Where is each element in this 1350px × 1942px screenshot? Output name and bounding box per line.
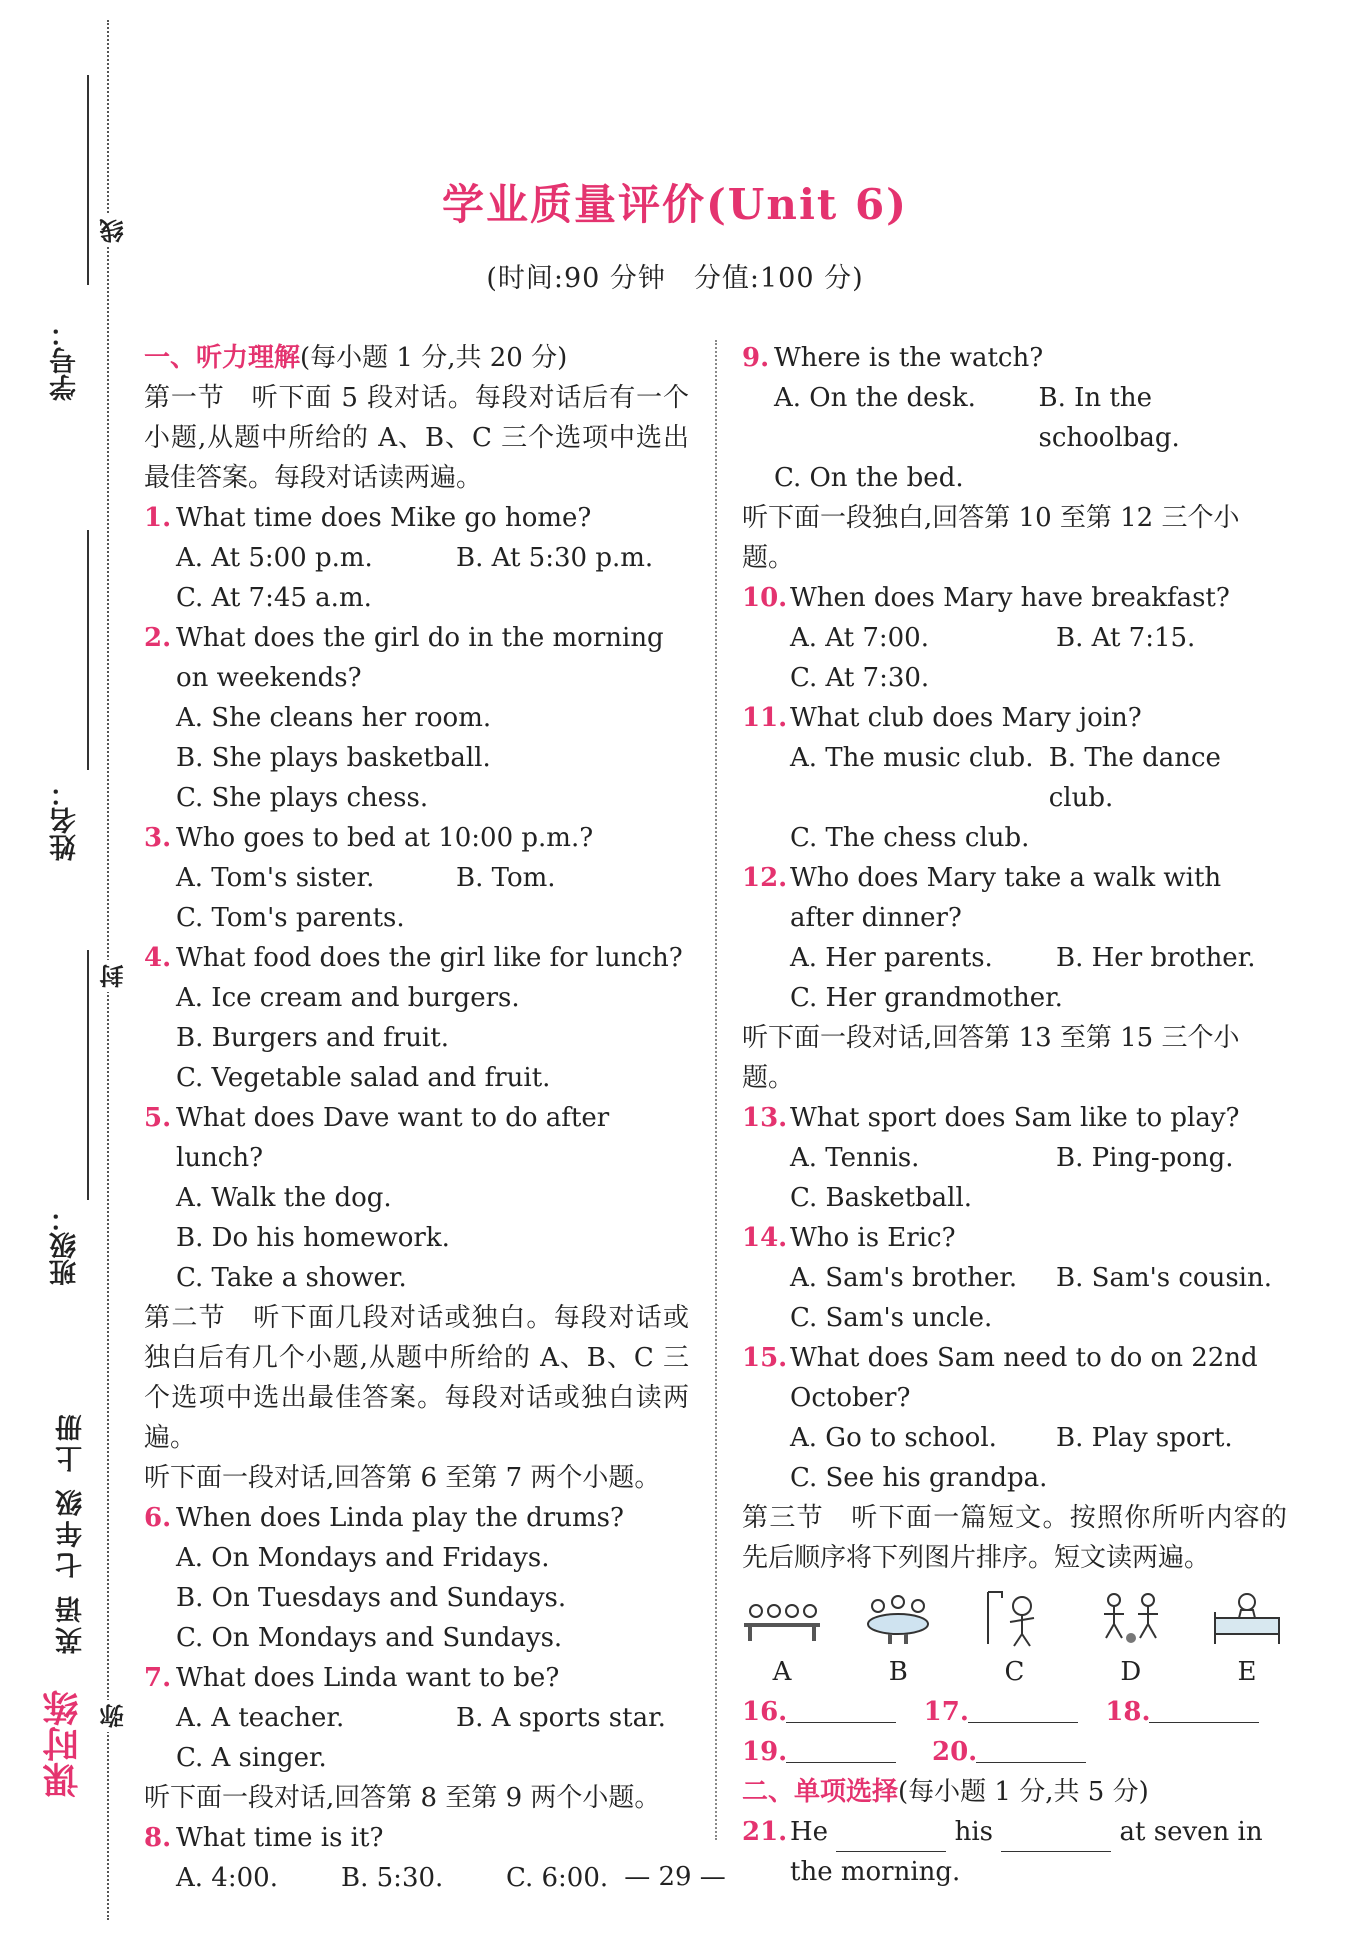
picture-label-a: A xyxy=(772,1657,792,1687)
part1-heading: 一、听力理解(每小题 1 分,共 20 分) xyxy=(144,343,568,373)
question-15: 15. What does Sam need to do on 22nd October? xyxy=(742,1343,1258,1413)
option-6c: C. On Mondays and Sundays. xyxy=(176,1623,563,1653)
picture-a-classroom-icon xyxy=(742,1586,822,1650)
question-2: 2. What does the girl do in the morning on weekends? xyxy=(144,623,664,693)
question-12: 12. Who does Mary take a walk with after dinner? xyxy=(742,863,1222,933)
option-4b: B. Burgers and fruit. xyxy=(176,1023,449,1053)
picture-label-b: B xyxy=(888,1657,908,1687)
blank-19[interactable]: 19. xyxy=(742,1732,932,1772)
page-title: 学业质量评价(Unit 6) xyxy=(441,180,909,229)
question-5: 5. What does Dave want to do after lunch? xyxy=(144,1103,610,1173)
seal-mark-2: 弥 xyxy=(96,1700,131,1732)
picture-e-boy-in-bed-icon xyxy=(1207,1586,1287,1650)
picture-c-boy-shower-icon xyxy=(975,1586,1055,1650)
option-2b: B. She plays basketball. xyxy=(176,743,491,773)
option-13c: C. Basketball. xyxy=(790,1183,973,1213)
blank-18[interactable]: 18. xyxy=(1105,1692,1287,1732)
options-1: A. At 5:00 p.m. B. At 5:30 p.m. xyxy=(176,543,654,573)
answer-blanks-row-2 xyxy=(742,1732,1287,1772)
picture-d-kids-playing-ball-icon xyxy=(1091,1586,1171,1650)
option-14c: C. Sam's uncle. xyxy=(790,1303,993,1333)
option-4a: A. Ice cream and burgers. xyxy=(176,983,520,1013)
question-9: 9. Where is the watch? xyxy=(742,343,1044,373)
instruction-10-12: 听下面一段独白,回答第 10 至第 12 三个小题。 xyxy=(742,503,1240,573)
options-13: A. Tennis. B. Ping-pong. xyxy=(790,1143,1234,1173)
question-8: 8. What time is it? xyxy=(144,1823,384,1853)
option-6b: B. On Tuesdays and Sundays. xyxy=(176,1583,567,1613)
option-15c: C. See his grandpa. xyxy=(790,1463,1048,1493)
option-6a: A. On Mondays and Fridays. xyxy=(176,1543,550,1573)
brand-logo: 课时练 xyxy=(43,1690,84,1798)
options-3: A. Tom's sister. B. Tom. xyxy=(176,863,556,893)
blank-16[interactable]: 16. xyxy=(742,1692,924,1732)
book-info: 英语 七年级 上册 xyxy=(56,1410,87,1654)
column-divider xyxy=(715,340,717,1840)
left-column xyxy=(144,338,689,1898)
option-3c: C. Tom's parents. xyxy=(176,903,405,933)
student-id-label: 学号： xyxy=(50,320,81,401)
option-5b: B. Do his homework. xyxy=(176,1223,450,1253)
options-10: A. At 7:00. B. At 7:15. xyxy=(790,623,1196,653)
option-2a: A. She cleans her room. xyxy=(176,703,492,733)
class-label: 班级： xyxy=(50,1205,81,1286)
line-mark: 线 xyxy=(96,215,131,247)
question-1: 1. What time does Mike go home? xyxy=(144,503,592,533)
name-line xyxy=(87,530,89,770)
blank-20[interactable]: 20. xyxy=(932,1732,1122,1772)
class-line xyxy=(87,950,89,1200)
name-label: 姓名： xyxy=(50,780,81,861)
picture-b-dinner-table-icon xyxy=(858,1586,938,1650)
options-7: A. A teacher. B. A sports star. xyxy=(176,1703,666,1733)
option-11c: C. The chess club. xyxy=(790,823,1030,853)
option-5c: C. Take a shower. xyxy=(176,1263,407,1293)
option-5a: A. Walk the dog. xyxy=(176,1183,392,1213)
blank-21-1[interactable] xyxy=(836,1823,946,1852)
section2-instructions: 第二节 听下面几段对话或独白。每段对话或独白后有几个小题,从题中所给的 A、B、C 三个选项中选出最佳答案。每段对话或独白读两遍。 xyxy=(144,1303,689,1453)
picture-row xyxy=(742,1586,1287,1652)
picture-label-e: E xyxy=(1237,1657,1257,1687)
question-4: 4. What food does the girl like for lunch? xyxy=(144,943,683,973)
option-4c: C. Vegetable salad and fruit. xyxy=(176,1063,551,1093)
question-3: 3. Who goes to bed at 10:00 p.m.? xyxy=(144,823,594,853)
answer-blanks-row-1 xyxy=(742,1692,1287,1732)
right-column xyxy=(742,338,1287,1892)
option-1c: C. At 7:45 a.m. xyxy=(176,583,372,613)
section1-instructions: 第一节 听下面 5 段对话。每段对话后有一个小题,从题中所给的 A、B、C 三个选项中选出最佳答案。每段对话读两遍。 xyxy=(144,383,689,493)
picture-labels xyxy=(742,1652,1287,1692)
question-10: 10. When does Mary have breakfast? xyxy=(742,583,1230,613)
option-9c: C. On the bed. xyxy=(774,463,964,493)
option-7c: C. A singer. xyxy=(176,1743,327,1773)
options-15: A. Go to school. B. Play sport. xyxy=(790,1423,1233,1453)
blank-17[interactable]: 17. xyxy=(924,1692,1106,1732)
picture-label-c: C xyxy=(1004,1657,1025,1687)
option-10c: C. At 7:30. xyxy=(790,663,930,693)
question-7: 7. What does Linda want to be? xyxy=(144,1663,560,1693)
question-11: 11. What club does Mary join? xyxy=(742,703,1142,733)
section3-instructions: 第三节 听下面一篇短文。按照你所听内容的先后顺序将下列图片排序。短文读两遍。 xyxy=(742,1503,1287,1573)
options-12: A. Her parents. B. Her brother. xyxy=(790,943,1256,973)
question-13: 13. What sport does Sam like to play? xyxy=(742,1103,1240,1133)
page-number: — 29 — xyxy=(624,1862,726,1892)
instruction-13-15: 听下面一段对话,回答第 13 至第 15 三个小题。 xyxy=(742,1023,1240,1093)
options-9: A. On the desk. B. In the schoolbag. xyxy=(774,383,1180,453)
seal-mark: 封 xyxy=(96,960,131,992)
instruction-8-9: 听下面一段对话,回答第 8 至第 9 两个小题。 xyxy=(144,1783,661,1813)
instruction-6-7: 听下面一段对话,回答第 6 至第 7 两个小题。 xyxy=(144,1463,661,1493)
options-11: A. The music club. B. The dance club. xyxy=(790,743,1221,813)
blank-21-2[interactable] xyxy=(1001,1823,1111,1852)
question-6: 6. When does Linda play the drums? xyxy=(144,1503,624,1533)
options-14: A. Sam's brother. B. Sam's cousin. xyxy=(790,1263,1272,1293)
question-21: 21. He his at seven in xyxy=(742,1812,1287,1852)
option-12c: C. Her grandmother. xyxy=(790,983,1063,1013)
page-subtitle: (时间:90 分钟 分值:100 分) xyxy=(486,263,864,294)
question-21-cont: the morning. xyxy=(790,1857,961,1887)
picture-label-d: D xyxy=(1120,1657,1142,1687)
options-8: A. 4:00. B. 5:30. C. 6:00. xyxy=(176,1863,609,1893)
option-2c: C. She plays chess. xyxy=(176,783,429,813)
question-14: 14. Who is Eric? xyxy=(742,1223,956,1253)
part2-heading: 二、单项选择(每小题 1 分,共 5 分) xyxy=(742,1777,1149,1807)
